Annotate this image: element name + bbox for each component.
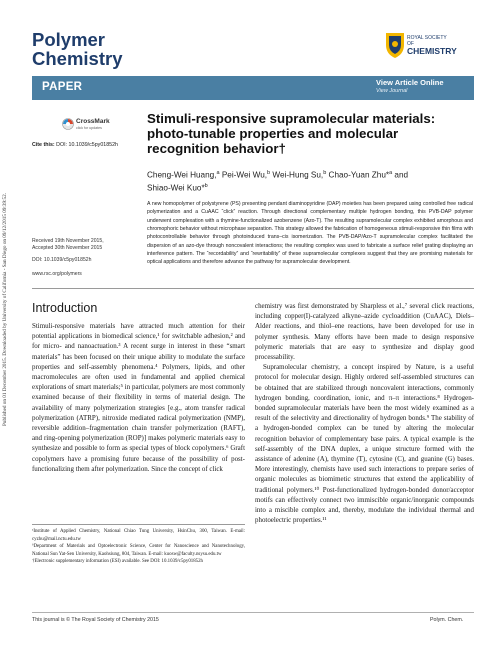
author-su: Wei-Hung Su, xyxy=(270,170,324,180)
crossmark-label: CrossMark xyxy=(76,118,110,125)
view-article-online-link[interactable]: View Article Online xyxy=(376,78,444,87)
authors-line-1 xyxy=(147,168,457,181)
download-stamp: Published on 01 December 2015. Downloaded by University of California - San Diego on 09/12/2015 09:39:52. xyxy=(2,193,8,427)
author-huang: Cheng-Wei Huang, xyxy=(147,170,217,180)
received-dates xyxy=(32,238,132,264)
rsc-logo[interactable] xyxy=(384,30,472,64)
intro-paragraph-1: Stimuli-responsive materials have attracted much attention for their potential applications in biomedical science,¹ for switchable adhesion,² and for micro- and nanoactuation.³ A recent surge in interest in these “smart materials” has been focused on their unique ability to modulate the surface properties and self-assembly phenomena.⁴ Polymers, lipids, and other macromolecules are often used in fundamental and applied chemical explorations of smart materials;⁵ in particular, polymers are most commonly examined because of their flexibility in terms of material design. The availability of many polymerization strategies [e.g., atom transfer radical polymerization (ATRP), nitroxide mediated radical polymerization (NMP), reversible addition–fragmentation chain transfer polymerization (RAFT), and ring-opening polymerization (ROP)] makes polymeric materials easy to synthesize and possible to form as special types of block copolymers.⁶ Graft copolymers have a promising future because of the possibility of post-functionalizing them after polymerization. Since the concept of click xyxy=(32,322,245,473)
footer-copyright: This journal is © The Royal Society of Chemistry 2015 xyxy=(32,617,159,623)
section-divider xyxy=(32,288,474,289)
body-column-left xyxy=(32,321,245,474)
rsc-crest-icon xyxy=(384,30,406,60)
rsc-line3: CHEMISTRY xyxy=(407,46,457,56)
abstract: A new homopolymer of polystyrene (PS) presenting pendant diaminopyridine (DAP) moieties has been prepared using controlled free radical polymerization and a CuAAC “click” reaction. Through directional complementary multiple hydrogen bonding, this PVB-DAP polymer underwent complexation with a thymine-functionalized azobenzene (Azo-T). The resulting supramolecular complex exhibited amorphous and chromophoric behavior without microphase separation. This strategy allowed the fabrication of homogeneous stimuli-responsive thin films with photocontrollable behavior through photoinduced trans–cis isomerization. The PVB-DAP/Azo-T supramolecular complex facilitated the dispersion of an azo-dye through noncovalent interactions; the resulting complex was used to fabricate a surface relief grating displaying an interference pattern. The “recordability” and “rewritability” of these supramolecular complexes suggest that they are promising materials for optical applications and therefore advance the pathway for supramolecular development. xyxy=(147,201,473,266)
author-zhu: Chao-Yuan Zhu* xyxy=(326,170,390,180)
footnote-affiliation-b: ᵇDepartment of Materials and Optoelectronic Science, Center for Nanoscience and Nanotechnology, National Sun Yat-Sen University, Kaohsiung, 804, Taiwan. E-mail: kuosw@faculty.nsysu.edu.tw xyxy=(32,544,245,557)
journal-url[interactable]: www.rsc.org/polymers xyxy=(32,271,82,277)
accepted-date: Accepted 30th November 2015 xyxy=(32,245,103,252)
footnote-divider xyxy=(32,524,245,525)
intro-paragraph-3: Supramolecular chemistry, a concept inspired by Nature, is a useful protocol for molecular design. Highly ordered self-assembled structures can be obtained that are stabilized through noncovalent interactions, commonly hydrogen bonding, coordination, ionic, and π–π interactions.⁸ Hydrogen-bonded supramolecular materials have been the most widely examined as a result of the selectivity and directionality of hydrogen bonds.⁹ The stability of a hydrogen-bonded complex can be tuned by altering the molecular recognition behavior of complementary base pairs. A typical example is the self-assembly of the DNA duplex, a unique structure formed with the assistance of adenine (A), thymine (T), cytosine (C), and guanine (G) bases. More interestingly, chemists have used such interactions to prepare series of organic molecules as biomimetic structures that extend the applicability of traditional polymers.¹⁰ Post-functionalized hydrogen-bonded donor/acceptor motifs can effectively connect two immiscible organic/inorganic compounds into a miscible complex and, thereby, modulate the individual thermal and photoelectric properties.¹¹ xyxy=(255,363,474,525)
cite-this xyxy=(32,142,118,148)
crossmark-badge[interactable] xyxy=(62,117,122,133)
affiliation-marker: a xyxy=(389,170,393,176)
crossmark-sublabel: click for updates xyxy=(76,126,102,130)
doi-line: DOI: 10.1039/c5py01852h xyxy=(32,256,92,263)
footer-divider xyxy=(32,612,474,613)
introduction-heading: Introduction xyxy=(32,301,98,315)
footnote-affiliation-a: ᵃInstitute of Applied Chemistry, National Chiao Tung University, HsinChu, 300, Taiwan. E-mail: cyzhu@mail.nctu.edu.tw xyxy=(32,529,245,542)
intro-paragraph-2: chemistry was first demonstrated by Sharpless et al.,⁷ several click reactions, including copper(I)-catalyzed alkyne–azide cycloaddition (CuAAC), Diels–Alder reactions, and thiol–ene reactions, have been developed for use in polymer synthesis. Many efforts have been made to design responsive polymeric materials that are easy to synthesize and display good processability. xyxy=(255,302,474,362)
rsc-line1: ROYAL SOCIETY xyxy=(407,35,447,41)
body-column-right xyxy=(255,301,474,525)
affiliation-marker: b xyxy=(323,170,327,176)
article-title: Stimuli-responsive supramolecular materials: photo-tunable properties and molecular recognition behavior† xyxy=(147,111,436,156)
footnotes xyxy=(32,528,245,566)
author-wu: Pei-Wei Wu, xyxy=(219,170,268,180)
journal-title: Polymer Chemistry xyxy=(32,29,123,69)
footnote-esi: †Electronic supplementary information (ESI) available. See DOI: 10.1039/c5py01852h xyxy=(32,559,203,565)
crossmark-icon xyxy=(62,118,74,130)
received-date: Received 19th November 2015, xyxy=(32,238,104,244)
footer-journal-abbrev: Polym. Chem. xyxy=(430,617,464,623)
affiliation-marker: b xyxy=(204,182,208,189)
view-journal-link[interactable]: View Journal xyxy=(376,88,408,94)
cite-label: Cite this: xyxy=(32,142,55,148)
author-list xyxy=(147,168,457,193)
authors-line-2 xyxy=(147,181,457,194)
affiliation-marker: b xyxy=(267,170,271,176)
author-conjunction: and xyxy=(392,170,409,180)
article-type-label: PAPER xyxy=(42,81,83,93)
author-kuo: Shiao-Wei Kuo* xyxy=(147,183,205,193)
cite-doi[interactable]: DOI: 10.1039/c5py01852h xyxy=(56,142,118,148)
rsc-wordmark xyxy=(407,35,472,56)
rsc-line2: OF xyxy=(407,41,414,47)
affiliation-marker: a xyxy=(216,170,220,176)
